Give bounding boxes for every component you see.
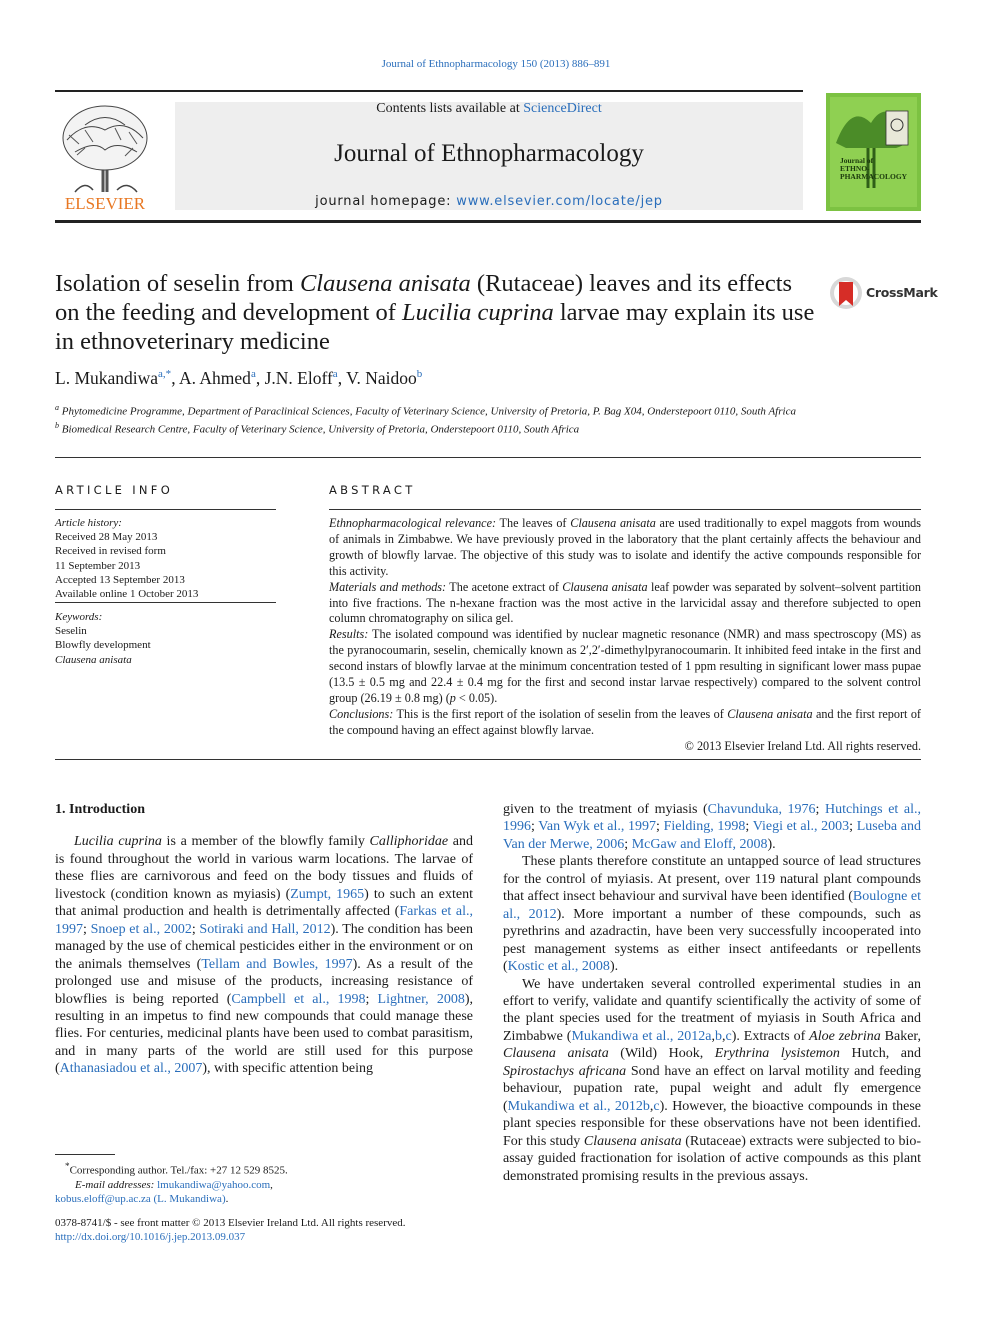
body-text: Sond have an effect on larval motility and feeding behaviour, pupation rate, pupal weight and adult fly emergence ( [503, 1063, 921, 1114]
body-text: ; [745, 819, 753, 835]
species-name: Spirostachys africana [503, 1063, 627, 1079]
header-rule [55, 90, 803, 92]
abstract-copyright: © 2013 Elsevier Ireland Ltd. All rights reserved. [684, 738, 921, 753]
abstract-species: Clausena anisata [570, 516, 656, 530]
body-text: ). As a result of the prolonged use and misuse of the products, increasing resistance of blowflies is being reported ( [55, 956, 473, 1007]
abstract-bottom-rule [55, 759, 921, 760]
issn-line: 0378-8741/$ - see front matter © 2013 Elsevier Ireland Ltd. All rights reserved. [55, 1217, 406, 1229]
footnote-rule [55, 1154, 115, 1155]
title-part: Isolation of seselin from [55, 270, 300, 297]
homepage-link[interactable]: www.elsevier.com/locate/jep [456, 194, 663, 209]
citation-link[interactable]: Farkas et al., 1997 [55, 904, 474, 937]
journal-citation[interactable]: Journal of Ethnopharmacology 150 (2013) 886–891 [381, 58, 611, 70]
header-bottom-rule [55, 220, 921, 223]
body-text: ; [191, 921, 200, 937]
body-text: (Wild) Hook, [608, 1046, 715, 1062]
homepage-prefix: journal homepage: [315, 194, 457, 209]
title-part: larvae may explain its use in ethnoveterinary medicine [55, 299, 815, 355]
title-part: (Rutaceae) leaves and its effects on the feeding and development of [55, 270, 793, 326]
species-name: Erythrina lysistemon [714, 1046, 840, 1062]
citation-link[interactable]: Zumpt, 1965 [290, 886, 365, 902]
history-item: Available online 1 October 2013 [55, 588, 199, 601]
article-history [55, 516, 280, 601]
affiliations [55, 401, 915, 437]
email-note-line2: kobus.eloff@up.ac.za (L. Mukandiwa). [55, 1193, 229, 1206]
affil-mark: b [55, 421, 59, 431]
front-matter-footer [55, 1216, 475, 1244]
body-text: ; [365, 991, 378, 1007]
affiliation-b [55, 419, 915, 437]
title-species: Clausena anisata [299, 270, 471, 297]
citation-link[interactable]: c [725, 1028, 732, 1044]
abstract-heading: ABSTRACT [329, 483, 416, 497]
intro-paragraph-continued [503, 801, 921, 853]
history-item: Accepted 13 September 2013 [55, 573, 185, 586]
author-name[interactable]: J.N. Eloff [264, 368, 333, 388]
keyword: Seselin [55, 625, 87, 638]
crossmark-badge[interactable] [829, 276, 938, 310]
abstract-text: The acetone extract of [446, 579, 563, 594]
body-text: and is found throughout the world in various warm locations. The larvae of these flies are carnivorous and feed on the body tissues and fluids of livestock (condition known as myiasis) ( [55, 834, 473, 902]
email-link[interactable]: lmukandiwa@yahoo.com [157, 1178, 271, 1191]
citation-link[interactable]: Campbell et al., 1998 [231, 991, 366, 1007]
body-text: ; [83, 921, 91, 937]
section-heading-introduction: 1. Introduction [55, 802, 145, 817]
author-affil-mark[interactable]: b [416, 368, 423, 381]
email-link[interactable]: kobus.eloff@up.ac.za [55, 1193, 151, 1206]
author-list: L. Mukandiwa$^{a,*}$, A. Ahmed$^a$, J.N. Eloff$^a$, V. Naidoo$^b$ [55, 368, 423, 388]
email-note: E-mail addresses: lmukandiwa@yahoo.com, [75, 1178, 273, 1191]
citation-link[interactable]: Viegi et al., 2003 [752, 819, 850, 835]
body-text: ), resulting in an impetus to find new compounds that could manage these flies. For centuries, medicinal plants have been used to combat parasitism, and in many parts of the world are still used for this purpose ( [55, 991, 473, 1077]
corresponding-author-note: *Corresponding author. Tel./fax: +27 12 529 8525. [65, 1161, 288, 1177]
citation-link[interactable]: Fielding, 1998 [663, 819, 746, 835]
body-text: (Rutaceae) extracts were subjected to bio-assay guided fractionation for isolation of active compounds as this plant demonstrated promising results in the previous assays. [503, 1133, 922, 1184]
keyword: Clausena anisata [55, 653, 132, 666]
body-text: ). Extracts of [731, 1028, 810, 1044]
abstract-text: The isolated compound was identified by nuclear magnetic resonance (NMR) and mass spectroscopy (MS) as the pyranocoumarin, seselin, chemically known as 2′,2′-dimethylpyranocoumarin. It inhibited feed intake in the first and second instars of blowfly larvae at the minimum concentration tested of 1 ppm resulting in significant lower mass pupae (13.5 ± 0.5 mg and 22.4 ± 0.4 mg for the first and second instar larvae respectively) compared to the solvent control group (26.19 ± 0.8 mg) ( [329, 627, 921, 705]
citation-link[interactable]: Boulogne et al., 2012 [503, 889, 921, 922]
abstract-text: leaf powder was separated by solvent–solvent partition into five fractions. The n-hexane fraction was the most active in the larvicidal assay and therefore subjected to open column chromatography on silica gel. [329, 579, 921, 626]
body-column-right [503, 801, 921, 1185]
article-info-heading: ARTICLE INFO [55, 483, 174, 497]
body-text: , [649, 1098, 654, 1114]
body-text: ; [815, 802, 826, 817]
citation-link[interactable]: c [653, 1098, 660, 1114]
citation-link[interactable]: Chavunduka, 1976 [707, 802, 816, 817]
species-name: Lucilia cuprina [74, 834, 162, 850]
affil-text: Phytomedicine Programme, Department of Paraclinical Sciences, Faculty of Veterinary Science, University of Pretoria, P. Bag X04, Onderstepoort 0110, South Africa [61, 405, 796, 418]
contents-line [175, 101, 803, 117]
elsevier-wordmark: ELSEVIER [64, 194, 146, 213]
contents-prefix: Contents lists available at [376, 101, 524, 116]
body-text: ), with specific attention being [202, 1061, 374, 1077]
body-text: ). More important a number of these compounds, such as pyrethrins and azadractin, have been very successfully incooperated into pest management systems as either insect antifeedants or repellents ( [503, 906, 921, 975]
affiliation-a [55, 401, 915, 419]
abstract-text: This is the first report of the isolation of seselin from the leaves of [393, 706, 728, 721]
crossmark-label: CrossMark [866, 285, 938, 300]
citation-link[interactable]: Lightner, 2008 [377, 991, 465, 1007]
body-text: ). [609, 959, 619, 975]
citation-link[interactable]: Hutchings et al., 1996 [503, 802, 922, 835]
history-item: 11 September 2013 [55, 559, 141, 572]
body-text: ; [531, 819, 539, 835]
citation-link[interactable]: b [715, 1028, 722, 1044]
intro-paragraph [503, 853, 921, 975]
footnotes [55, 1159, 475, 1206]
author-name[interactable]: A. Ahmed [178, 368, 251, 388]
body-text: These plants therefore constitute an untapped source of lead structures for the control of myiasis. At present, over 119 natural plant compounds that affect insect behaviour and survival have been identified ( [503, 854, 921, 905]
journal-cover-thumbnail[interactable] [826, 93, 921, 211]
keywords-label: Keywords: [55, 611, 103, 623]
history-item: Received 28 May 2013 [55, 531, 158, 544]
abstract-text: are used traditionally to expel maggots from wounds of animals in Zimbabwe. We have previously proved in the laboratory that the plant certainly affects the behaviour and growth of blowfly larvae. The objective of this study was to isolate and identify the active compounds responsible for this activity. [329, 516, 922, 578]
author-name[interactable]: V. Naidoo [346, 368, 417, 388]
citation-link[interactable]: Kostic et al., 2008 [507, 959, 610, 975]
elsevier-logo[interactable] [55, 100, 155, 215]
body-text: ; [624, 836, 632, 852]
intro-paragraph [55, 833, 473, 1077]
doi-link[interactable]: http://dx.doi.org/10.1016/j.jep.2013.09.037 [55, 1231, 246, 1244]
history-item: Received in revised form [55, 545, 166, 558]
footnote-text: Corresponding author. Tel./fax: +27 12 529 8525. [69, 1164, 288, 1177]
body-text: , [711, 1028, 715, 1044]
keywords-rule [55, 602, 276, 603]
author-affil-mark[interactable]: a,* [158, 368, 172, 381]
history-label: Article history: [55, 517, 122, 529]
body-text: given to the treatment of myiasis ( [503, 802, 708, 817]
abstract-methods [329, 580, 921, 628]
abstract-p-symbol: p [449, 690, 456, 705]
body-text: ). The condition has been managed by the use of chemical pesticides either in the environment or on the animals themselves ( [55, 921, 474, 972]
citation-link[interactable]: Mukandiwa et al., 2012b [507, 1098, 650, 1114]
article-info-rule [55, 509, 276, 510]
body-text: Baker, [880, 1028, 922, 1044]
abstract-label: Conclusions: [329, 706, 394, 721]
abstract-label: Ethnopharmacological relevance: [329, 516, 497, 530]
body-text: , [722, 1028, 726, 1044]
section-rule [55, 457, 921, 458]
citation-link[interactable]: Luseba and Van der Merwe, 2006 [503, 819, 921, 852]
citation-link[interactable]: Van Wyk et al., 1997 [538, 819, 657, 835]
email-label: E-mail addresses: [75, 1178, 155, 1191]
abstract-relevance [329, 516, 921, 580]
abstract-results [329, 627, 921, 707]
crossmark-icon [829, 276, 863, 310]
cover-title: Journal of ETHNO-PHARMACOLOGY [840, 156, 908, 181]
body-text: Hutch, and [839, 1046, 921, 1062]
author-name[interactable]: L. Mukandiwa [55, 368, 159, 388]
keywords [55, 610, 280, 667]
citation-link[interactable]: McGaw and Eloff, 2008 [631, 836, 768, 852]
body-text: ). [767, 836, 776, 852]
body-text: ). However, the bioactive compounds in these plant species responsible for these observations have not been identified. For this study [503, 1098, 921, 1149]
citation-link[interactable]: Tellam and Bowles, 1997 [201, 956, 353, 972]
affil-mark: a [55, 403, 59, 412]
journal-title[interactable]: Journal of Ethnopharmacology [334, 140, 644, 167]
body-text: ; [656, 819, 664, 835]
abstract-species: Clausena anisata [727, 706, 813, 721]
title-species: Lucilia cuprina [401, 299, 554, 326]
body-column-left [55, 801, 473, 1078]
abstract-body [329, 516, 921, 755]
abstract-species: Clausena anisata [562, 579, 648, 594]
affil-text: Biomedical Research Centre, Faculty of Veterinary Science, University of Pretoria, Onderstepoort 0110, South Africa [61, 423, 580, 436]
body-text: ; [849, 819, 857, 835]
citation-link[interactable]: Sotiraki and Hall, 2012 [199, 921, 331, 937]
species-name: Clausena anisata [583, 1133, 682, 1149]
abstract-label: Results: [329, 627, 369, 642]
abstract-text: The leaves of [496, 516, 571, 530]
abstract-label: Materials and methods: [329, 579, 447, 594]
body-text: We have undertaken several controlled experimental studies in an effort to verify, validate and quantify scientifically the activity of some of the plant species used for the treatment of myiasis in South Africa and Zimbabwe ( [503, 976, 921, 1044]
abstract-conclusions [329, 707, 921, 739]
article-title [55, 269, 815, 356]
author-affil-mark[interactable]: a [332, 368, 338, 381]
intro-paragraph [503, 976, 921, 1185]
email-owner[interactable]: (L. Mukandiwa) [153, 1193, 226, 1206]
citation-link[interactable]: Mukandiwa et al., 2012a [571, 1028, 712, 1044]
body-text: ) to such an extent that animal production and health is detrimentally affected ( [55, 886, 473, 920]
citation-link[interactable]: Athanasiadou et al., 2007 [59, 1061, 203, 1077]
family-name: Calliphoridae [369, 834, 449, 850]
species-name: Aloe zebrina [809, 1028, 881, 1044]
abstract-rule [329, 509, 921, 510]
citation-link[interactable]: Snoep et al., 2002 [90, 921, 192, 937]
keyword: Blowfly development [55, 639, 151, 652]
sciencedirect-link[interactable]: ScienceDirect [523, 101, 602, 116]
homepage-line [175, 194, 803, 209]
body-text: is a member of the blowfly family [161, 834, 370, 850]
author-affil-mark[interactable]: a [250, 368, 256, 381]
species-name: Clausena anisata [503, 1046, 609, 1062]
abstract-text: and the first report of the compound having an effect against blowfly larvae. [329, 706, 921, 737]
abstract-text: < 0.05). [455, 690, 498, 705]
